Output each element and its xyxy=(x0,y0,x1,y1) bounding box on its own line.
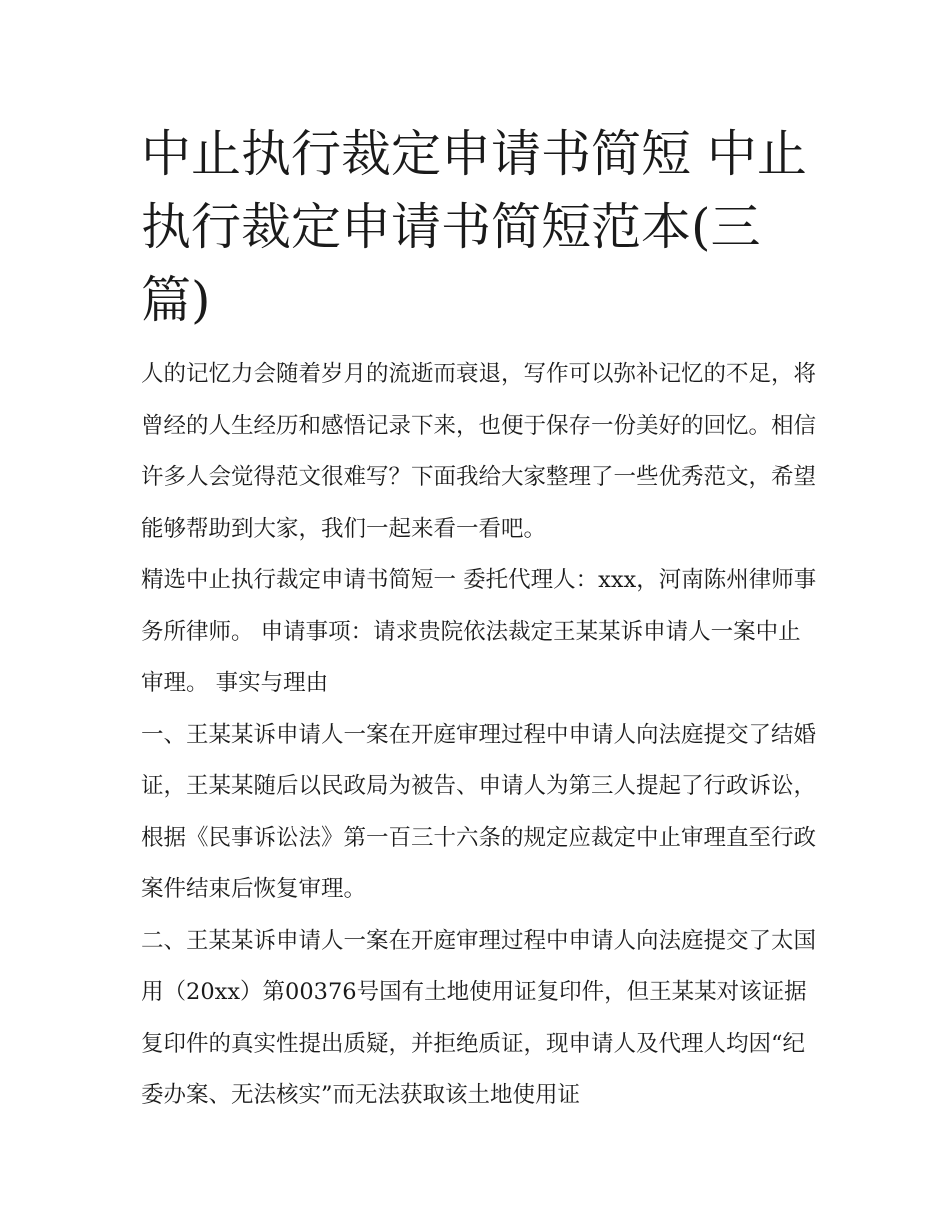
point-one-paragraph: 一、王某某诉申请人一案在开庭审理过程中申请人向法庭提交了结婚证，王某某随后以民政局为被告、申请人为第三人提起了行政诉讼，根据《民事诉讼法》第一百三十六条的规定应裁定中止审理直至行政案件结束后恢复审理。 xyxy=(141,721,817,902)
intro-paragraph: 人的记忆力会随着岁月的流逝而衰退，写作可以弥补记忆的不足，将曾经的人生经历和感悟记录下来，也便于保存一份美好的回忆。相信许多人会觉得范文很难写？下面我给大家整理了一些优秀范文，希望能够帮助到大家，我们一起来看一看吧。 xyxy=(141,361,817,542)
point-two-paragraph: 二、王某某诉申请人一案在开庭审理过程中申请人向法庭提交了太国用（20xx）第00376号国有土地使用证复印件，但王某某对该证据复印件的真实性提出质疑，并拒绝质证，现申请人及代理人均因“纪委办案、无法核实”而无法获取该土地使用证 xyxy=(141,927,817,1108)
document-title: 中止执行裁定申请书简短 中止执行裁定申请书简短范本(三篇) xyxy=(141,125,807,329)
document-page xyxy=(141,118,821,1122)
document-body xyxy=(141,349,821,1122)
section-heading-paragraph: 精选中止执行裁定申请书简短一 委托代理人：xxx，河南陈州律师事务所律师。 申请事项：请求贵院依法裁定王某某诉申请人一案中止审理。 事实与理由 xyxy=(141,567,817,696)
